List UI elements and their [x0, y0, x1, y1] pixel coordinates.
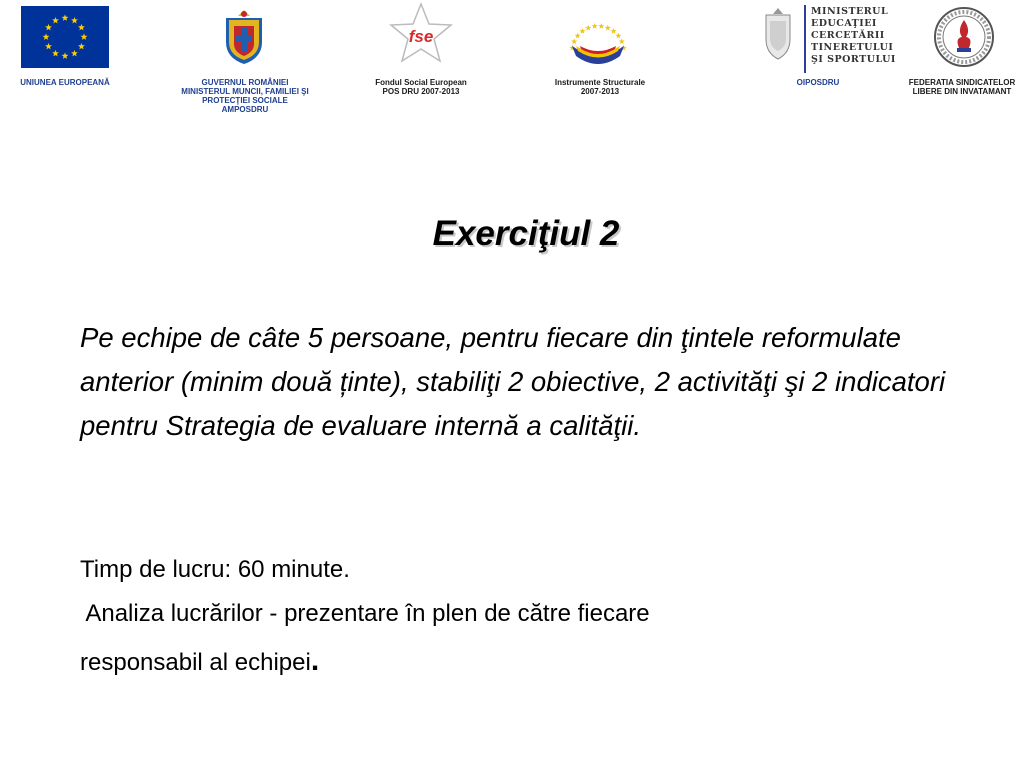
is-star-icon — [579, 28, 585, 34]
is-star-icon — [615, 33, 621, 39]
romania-coat-of-arms-icon — [220, 4, 268, 66]
fsli-caption: FEDERATIA SINDICATELOR LIBERE DIN INVATAMANT — [908, 78, 1016, 96]
is-star-icon — [571, 38, 577, 44]
logo-bar — [0, 0, 1024, 130]
is-star-icon — [585, 25, 591, 31]
gov-caption: GUVERNUL ROMÂNIEI MINISTERUL MUNCII, FAMILIEI ŞI PROTECŢIEI SOCIALE AMPOSDRU — [181, 78, 309, 114]
ministry-caption: OIPOSDRU — [796, 78, 840, 87]
is-star-icon — [575, 33, 581, 39]
eu-caption: UNIUNEA EUROPEANĂ — [20, 78, 110, 87]
fsli-seal-icon — [933, 6, 995, 68]
ministry-name: MINISTERUL EDUCAŢIEI CERCETĂRII TINERETULUI ŞI SPORTULUI — [811, 6, 896, 65]
exercise-instructions: Pe echipe de câte 5 persoane, pentru fiecare din ţintele reformulate anterior (minim două ținte), stabiliţi 2 obiective, 2 activităţi şi 2 indicatori pentru Strategia de evaluare internă a calităţii. — [80, 322, 946, 441]
analysis-text-main: responsabil al echipei — [80, 649, 311, 676]
is-star-icon — [592, 23, 598, 29]
analysis-text-period: . — [310, 644, 320, 677]
slide-title: Exerciţiul 2 — [432, 214, 620, 253]
is-caption: Instrumente Structurale 2007-2013 — [554, 78, 646, 96]
eu-flag-icon — [21, 6, 109, 68]
analysis-text-line-1: Analiza lucrărilor - prezentare în plen de către fiecare — [80, 600, 650, 627]
fse-logo-mark: fse — [408, 27, 434, 46]
is-star-icon — [598, 23, 604, 29]
ministry-crest-icon — [758, 5, 798, 65]
fse-caption: Fondul Social European POS DRU 2007-2013 — [375, 78, 467, 96]
instrumente-structurale-logo-icon — [562, 2, 634, 74]
ministry-divider — [804, 5, 806, 73]
analysis-text-line-2 — [80, 644, 319, 678]
fse-star-logo-icon — [388, 2, 454, 64]
is-star-icon — [605, 25, 611, 31]
is-star-icon — [611, 28, 617, 34]
work-time-text: Timp de lucru: 60 minute. — [80, 556, 350, 583]
is-star-icon — [619, 38, 625, 44]
